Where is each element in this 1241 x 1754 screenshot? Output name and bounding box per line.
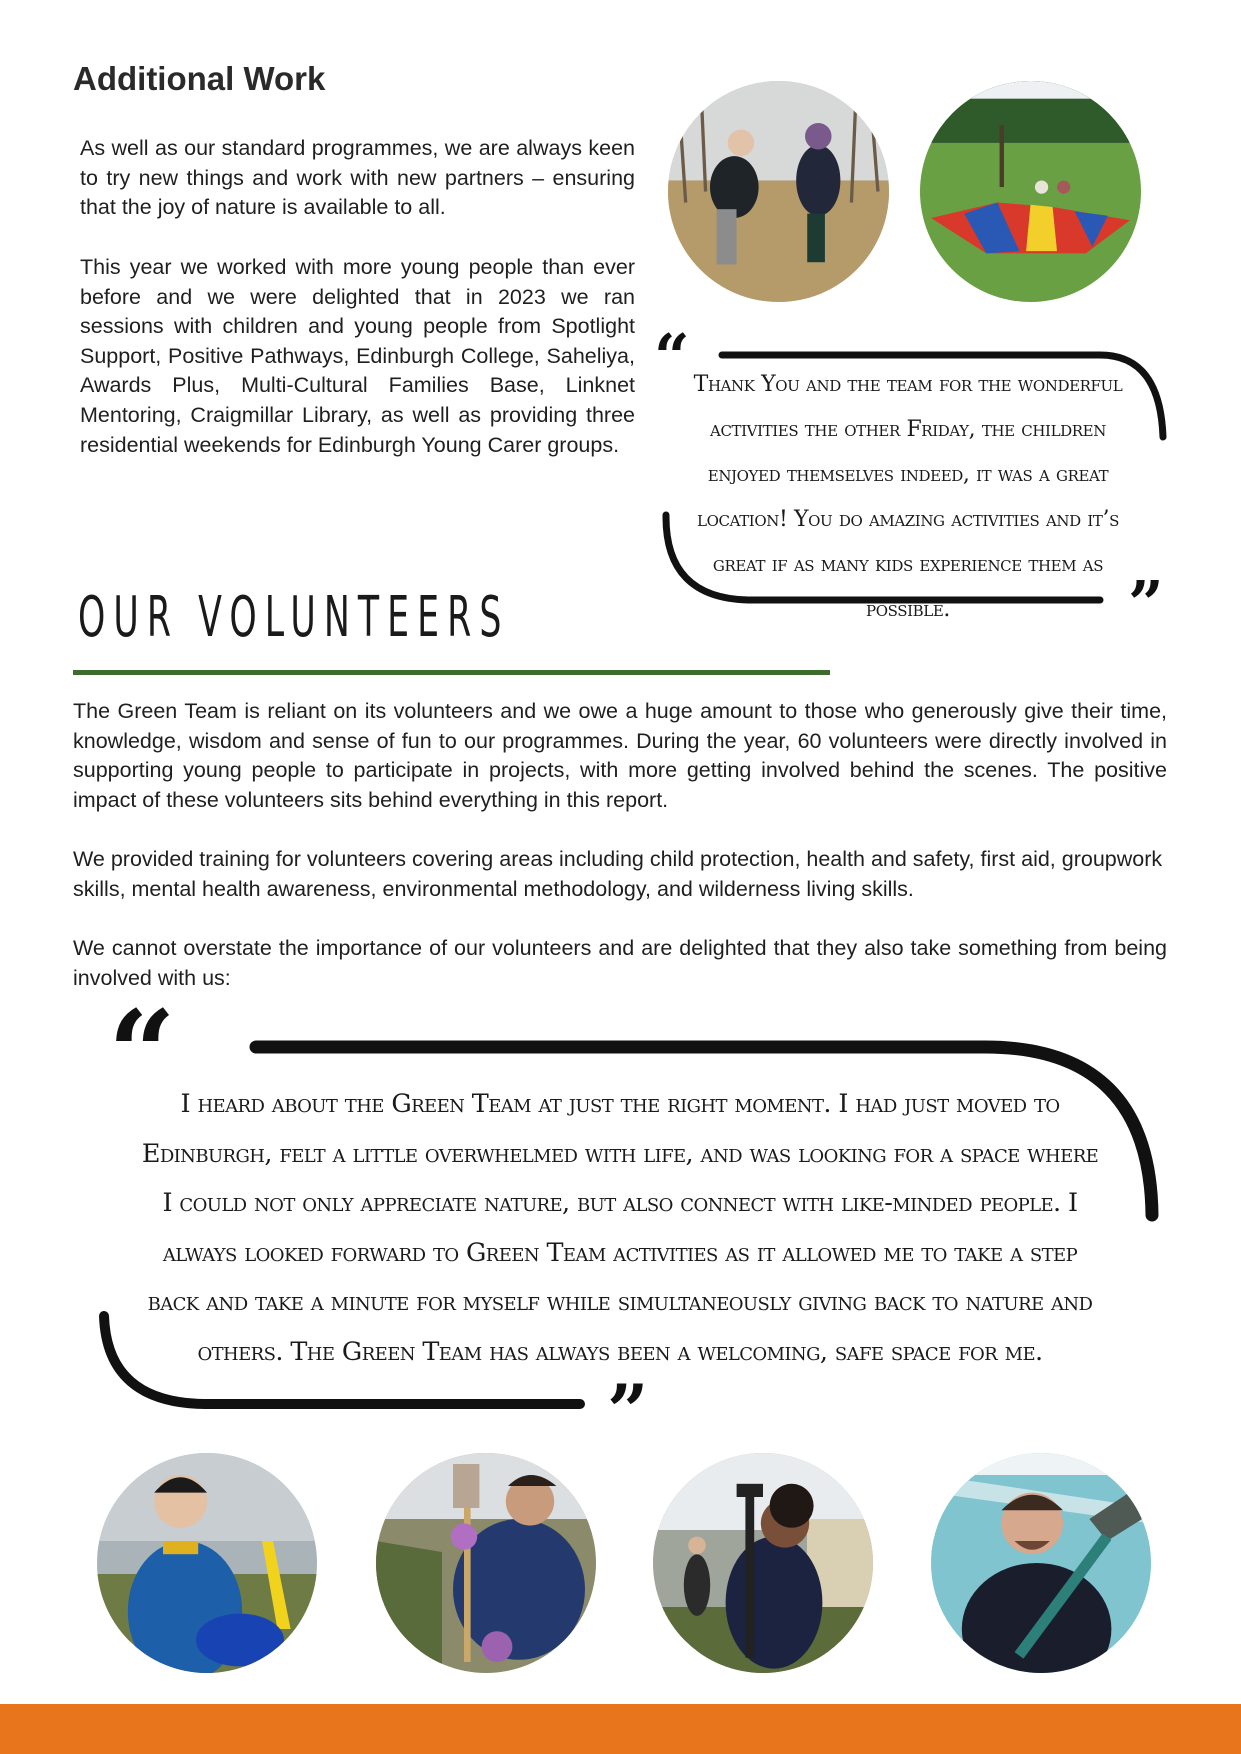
photo-parachute-game <box>920 81 1141 302</box>
photo-volunteer-4 <box>931 1453 1151 1673</box>
open-quote-icon: “ <box>654 320 690 393</box>
volunteers-paragraph-2: We provided training for volunteers covering areas including child protection, health and safety, first aid, groupwork skills, mental health awareness, environmental methodology, and wilderness living skills. <box>73 847 1163 901</box>
additional-work-heading: Additional Work <box>73 60 326 97</box>
volunteers-heading-rule <box>73 670 830 675</box>
quote-1-text: Thank You and the team for the wonderful activities the other Friday, the children enjoyed themselves indeed, it was a great location! You do amazing activities and it’s great if as many kids experience them as possible. <box>693 372 1123 622</box>
volunteers-paragraph-3: We cannot overstate the importance of our volunteers and are delighted that they also take something from being involved with us: <box>73 936 1167 990</box>
volunteers-paragraph-1: The Green Team is reliant on its volunteers and we owe a huge amount to those who generously give their time, knowledge, wisdom and sense of fun to our programmes. During the year, 60 volunteers were directly involved in supporting young people to participate in projects, with more getting involved behind the scenes. The positive impact of these volunteers sits behind everything in this report. <box>73 699 1167 812</box>
volunteers-heading: OUR VOLUNTEERS <box>78 585 510 650</box>
photo-volunteer-2 <box>376 1453 596 1673</box>
photo-volunteer-3 <box>653 1453 873 1673</box>
additional-work-paragraph-1: As well as our standard programmes, we are always keen to try new things and work with new partners – ensuring that the joy of nature is available to all. <box>80 136 635 220</box>
additional-work-paragraph-2: This year we worked with more young people than ever before and we were delighted that in 2023 we ran sessions with children and young people from Spotlight Support, Positive Pathways, Edinburgh College, Saheliya, Awards Plus, Multi-Cultural Families Base, Linknet Mentoring, Craigmillar Library, as well as providing three residential weekends for Edinburgh Young Carer groups. <box>80 255 635 457</box>
photo-volunteer-1 <box>97 1453 317 1673</box>
close-quote-icon: ” <box>1128 567 1164 640</box>
photo-children-planting <box>668 81 889 302</box>
quote-2-text: I heard about the Green Team at just the right moment. I had just moved to Edinburgh, felt a little overwhelmed with life, and was looking for a space where I could not only appreciate nature, but also connect with like-minded people. I always looked forward to Green Team activities as it allowed me to take a step back and take a minute for myself while simultaneously giving back to nature and others. The Green Team has always been a welcoming, safe space for me. <box>141 1089 1099 1367</box>
footer-bar <box>0 1704 1241 1754</box>
close-quote-icon: ” <box>607 1368 649 1430</box>
open-quote-icon: “ <box>108 990 176 1123</box>
